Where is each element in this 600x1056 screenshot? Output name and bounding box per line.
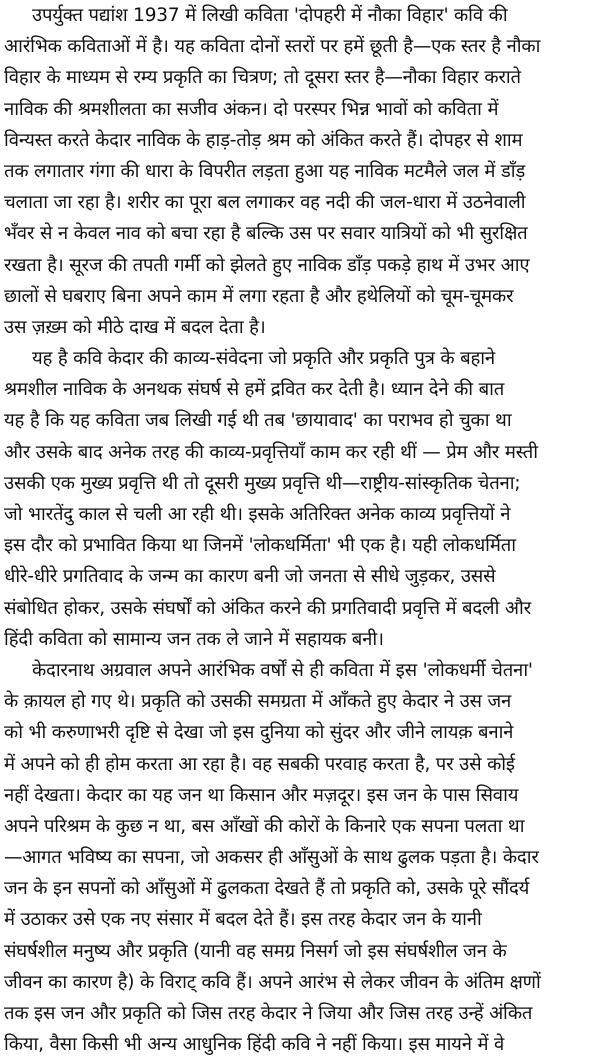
paragraph-2: [4, 343, 596, 655]
text-line: अपने परिश्रम के कुछ न था, बस आँखों की कोरों के किनारे एक सपना पलता था: [4, 815, 525, 837]
text-line: इस दौर को प्रभावित किया था जिनमें 'लोकधर्मिता' भी एक है। यही लोकधर्मिता: [4, 535, 516, 557]
text-line: संघर्षशील मनुष्य और प्रकृति (यानी वह समग्र निसर्ग जो इस संघर्षशील जन के: [4, 940, 507, 962]
text-line: केदारनाथ अग्रवाल अपने आरंभिक वर्षों से ही कविता में इस 'लोकधर्मी चेतना': [32, 659, 533, 681]
text-line: उसकी एक मुख्य प्रवृत्ति थी तो दूसरी मुख्य प्रवृत्ति थी—राष्ट्रीय-सांस्कृतिक चेतना;: [4, 472, 521, 494]
text-line: किया, वैसा किसी भी अन्य आधुनिक हिंदी कवि ने नहीं किया। इस मायने में वे: [4, 1034, 505, 1056]
text-line: भँवर से न केवल नाव को बचा रहा है बल्कि उस पर सवार यात्रियों को भी सुरक्षित: [4, 223, 528, 245]
text-line: चलाता जा रहा है। शरीर का पूरा बल लगाकर वह नदी की जल-धारा में उठनेवाली: [4, 192, 526, 214]
text-line: उस ज़ख़्म को मीठे दाख में बदल देता है।: [4, 316, 266, 338]
text-line: नाविक की श्रमशीलता का सजीव अंकन। दो परस्पर भिन्न भावों को कविता में: [4, 98, 499, 120]
text-line: के क़ायल हो गए थे। प्रकृति को उसकी समग्रता में आँकते हुए केदार ने उस जन: [4, 691, 512, 713]
document-page: [4, 0, 596, 1056]
paragraph-1: [4, 0, 596, 343]
text-line: छालों से घबराए बिना अपने काम में लगा रहता है और हथेलियों को चूम-चूमकर: [4, 285, 514, 307]
text-line: जन के इन सपनों को आँसुओं में ढुलकता देखते हैं तो प्रकृति को, उसके पूरे सौंदर्य: [4, 878, 530, 900]
text-line: विन्यस्त करते केदार नाविक के हाड़-तोड़ श्रम को अंकित करते हैं। दोपहर से शाम: [4, 129, 523, 151]
text-line: रखता है। सूरज की तपती गर्मी को झेलते हुए नाविक डाँड़ पकड़े हाथ में उभर आए: [4, 254, 530, 276]
text-line: विहार के माध्यम से रम्य प्रकृति का चित्रण; तो दूसरा स्तर है—नौका विहार कराते: [4, 67, 521, 89]
text-line: आरंभिक कविताओं में है। यह कविता दोनों स्तरों पर हमें छूती है—एक स्तर है नौका: [4, 36, 541, 58]
text-line: तक इस जन और प्रकृति को जिस तरह केदार ने जिया और जिस तरह उन्हें अंकित: [4, 1003, 533, 1024]
text-line: संबोधित होकर, उसके संघर्षों को अंकित करने की प्रगतिवादी प्रवृत्ति में बदली और: [4, 597, 531, 619]
text-line: तक लगातार गंगा की धारा के विपरीत लड़ता हुआ यह नाविक मटमैले जल में डाँड़: [4, 160, 526, 182]
text-line: यह है कवि केदार की काव्य-संवेदना जो प्रकृति और प्रकृति पुत्र के बहाने: [32, 348, 495, 370]
text-line: में उठाकर उसे एक नए संसार में बदल देते हैं। इस तरह केदार जन के यानी: [4, 909, 482, 931]
paragraph-3: [4, 655, 596, 1056]
text-line: नहीं देखता। केदार का यह जन था किसान और मज़दूर। इस जन के पास सिवाय: [4, 784, 519, 806]
text-line: उपर्युक्त पद्यांश 1937 में लिखी कविता 'दोपहरी में नौका विहार' कवि की: [32, 5, 508, 26]
text-line: हिंदी कविता को सामान्य जन तक ले जाने में सहायक बनी।: [4, 628, 384, 650]
text-line: श्रमशील नाविक के अनथक संघर्ष से हमें द्रवित कर देती है। ध्यान देने की बात: [4, 379, 505, 401]
text-line: धीरे-धीरे प्रगतिवाद के जन्म का कारण बनी जो जनता से सीधे जुड़कर, उससे: [4, 566, 496, 588]
text-line: यह है कि यह कविता जब लिखी गई थी तब 'छायावाद' का पराभव हो चुका था: [4, 410, 512, 432]
text-line: को भी करुणाभरी दृष्टि से देखा जो इस दुनिया को सुंदर और जीने लायक़ बनाने: [4, 722, 514, 744]
text-line: —आगत भविष्य का सपना, जो अकसर ही आँसुओं के साथ ढुलक पड़ता है। केदार: [4, 847, 539, 869]
text-line: में अपने को ही होम करता आ रहा है। वह सबकी परवाह करता है, पर उसे कोई: [4, 753, 515, 775]
text-line: और उसके बाद अनेक तरह की काव्य-प्रवृत्तियाँ काम कर रही थीं — प्रेम और मस्ती: [4, 441, 538, 463]
text-line: जीवन का कारण है) के विराट् कवि हैं। अपने आरंभ से लेकर जीवन के अंतिम क्षणों: [4, 971, 541, 993]
text-line: जो भारतेंदु काल से चली आ रही थी। इसके अतिरिक्त अनेक काव्य प्रवृत्तियों ने: [4, 504, 511, 525]
